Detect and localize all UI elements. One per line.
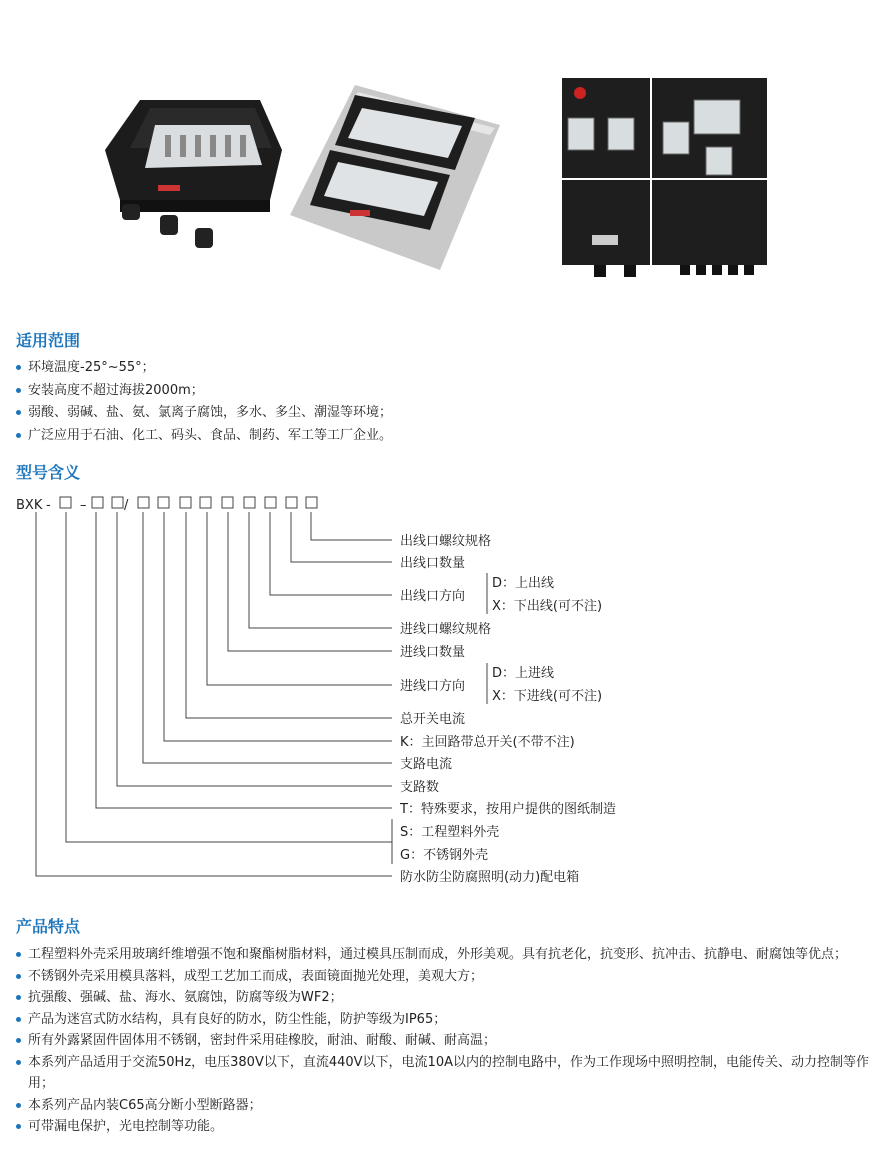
label-branch-current: 支路电流 — [400, 757, 453, 772]
list-item: 可带漏电保护，光电控制等功能。 — [16, 1116, 872, 1138]
section-title-scope: 适用范围 — [16, 331, 81, 350]
label-inlet-up: D：上进线 — [492, 666, 555, 681]
model-code-diagram — [0, 490, 888, 890]
label-main-switch: K：主回路带总开关(不带不注) — [400, 735, 575, 750]
svg-text:-: - — [46, 498, 51, 513]
list-item: 弱酸、弱碱、盐、氨、氯离子腐蚀，多水、多尘、潮湿等环境； — [16, 402, 392, 425]
model-code-prefix: BXK — [16, 498, 43, 513]
label-plastic-shell: S：工程塑料外壳 — [400, 825, 500, 840]
product-photo-cabinet — [562, 78, 767, 277]
product-photo-stainless-box — [290, 85, 500, 270]
section-title-features: 产品特点 — [16, 917, 81, 936]
product-photo-plastic-box — [105, 100, 282, 248]
label-outlet-down: X：下出线(可不注) — [492, 599, 603, 614]
section-title-model: 型号含义 — [16, 463, 81, 482]
label-outlet-direction: 出线口方向 — [400, 589, 466, 604]
label-steel-shell: G：不锈钢外壳 — [400, 848, 489, 863]
label-inlet-count: 进线口数量 — [400, 645, 466, 660]
label-inlet-direction: 进线口方向 — [400, 679, 466, 694]
svg-text:–: – — [80, 498, 87, 513]
list-item: 安装高度不超过海拔2000m； — [16, 380, 392, 403]
label-branch-count: 支路数 — [400, 780, 440, 795]
label-inlet-thread: 进线口螺纹规格 — [400, 622, 492, 637]
list-item: 产品为迷宫式防水结构，具有良好的防水，防尘性能，防护等级为IP65； — [16, 1009, 872, 1031]
label-special: T：特殊要求，按用户提供的图纸制造 — [400, 802, 616, 817]
list-item: 工程塑料外壳采用玻璃纤维增强不饱和聚酯树脂材料，通过模具压制而成，外形美观。具有抗老化，抗变形、抗冲击、抗静电、耐腐蚀等优点； — [16, 944, 872, 966]
label-outlet-thread: 出线口螺纹规格 — [400, 534, 492, 549]
code-boxes — [60, 497, 317, 508]
list-item: 不锈钢外壳采用模具落料，成型工艺加工而成，表面镜面抛光处理，美观大方； — [16, 966, 872, 988]
list-item: 环境温度-25°~55°； — [16, 357, 392, 380]
svg-text:/: / — [124, 498, 129, 513]
list-item: 广泛应用于石油、化工、码头、食品、制药、军工等工厂企业。 — [16, 425, 392, 448]
list-item: 所有外露紧固件固体用不锈钢，密封件采用硅橡胶，耐油、耐酸、耐碱、耐高温； — [16, 1030, 872, 1052]
scope-list — [16, 357, 392, 447]
list-item: 抗强酸、强碱、盐、海水、氨腐蚀，防腐等级为WF2； — [16, 987, 872, 1009]
label-outlet-count: 出线口数量 — [400, 556, 466, 571]
list-item: 本系列产品内装C65高分断小型断路器； — [16, 1095, 872, 1117]
features-list — [16, 944, 872, 1138]
label-main-switch-current: 总开关电流 — [400, 712, 466, 727]
product-photos — [0, 0, 888, 300]
label-inlet-down: X：下进线(可不注) — [492, 689, 603, 704]
list-item: 本系列产品适用于交流50Hz，电压380V以下，直流440V以下，电流10A以内的控制电路中，作为工作现场中照明控制，电能传关、动力控制等作用； — [16, 1052, 872, 1095]
label-outlet-up: D：上出线 — [492, 576, 555, 591]
label-product-type: 防水防尘防腐照明(动力)配电箱 — [400, 870, 580, 885]
